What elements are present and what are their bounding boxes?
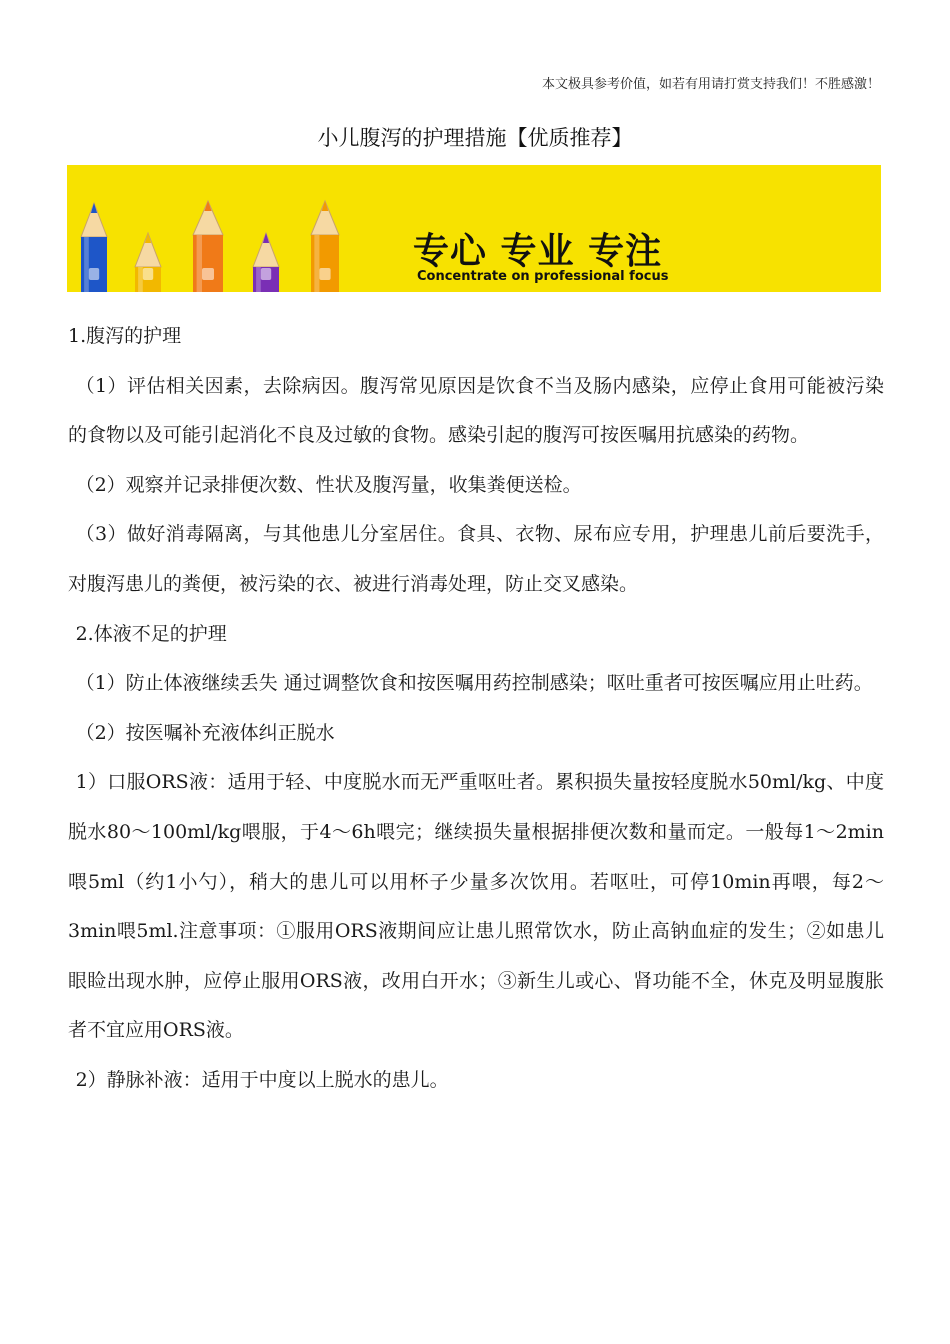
banner-slogan-cn: 专心 专业 专注 xyxy=(413,231,663,272)
paragraph: 2）静脉补液：适用于中度以上脱水的患儿。 xyxy=(75,1068,449,1091)
section-heading: 1.腹泻的护理 xyxy=(68,325,182,347)
paragraph: （3）做好消毒隔离，与其他患儿分室居住。食具、衣物、尿布应专用，护理患儿前后要洗手，对腹泻患儿的粪便，被污染的衣、被进行消毒处理，防止交叉感染。 xyxy=(68,523,884,595)
pencil-icon xyxy=(253,233,279,292)
pencil-icon xyxy=(311,201,339,292)
paragraph: （1）防止体液继续丢失 通过调整饮食和按医嘱用药控制感染；呕吐重者可按医嘱应用止吐药。 xyxy=(75,672,873,695)
pencil-icon xyxy=(193,201,223,292)
header-note: 本文极具参考价值，如若有用请打赏支持我们！不胜感激！ xyxy=(541,77,880,92)
document-title: 小儿腹泻的护理措施【优质推荐】 xyxy=(317,126,633,150)
banner-slogan-en: Concentrate on professional focus xyxy=(417,269,669,284)
banner-image xyxy=(67,165,881,292)
paragraph: 1）口服ORS液：适用于轻、中度脱水而无严重呕吐者。累积损失量按轻度脱水50ml/kg、中度脱水80～100ml/kg喂服，于4～6h喂完；继续损失量根据排便次数和量而定。一般每1～2min喂5ml（约1小勺），稍大的患儿可以用杯子少量多次饮用。若呕吐，可停10min再喂，每2～3min喂5ml.注意事项：①服用ORS液期间应让患儿照常饮水，防止高钠血症的发生；②如患儿眼睑出现水肿，应停止服用ORS液，改用白开水；③新生儿或心、肾功能不全，休克及明显腹胀者不宜应用ORS液。 xyxy=(68,771,884,1042)
paragraph: （2）按医嘱补充液体纠正脱水 xyxy=(75,721,335,744)
section-heading: 2.体液不足的护理 xyxy=(75,622,227,645)
paragraph: （1）评估相关因素，去除病因。腹泻常见原因是饮食不当及肠内感染，应停止食用可能被污染的食物以及可能引起消化不良及过敏的食物。感染引起的腹泻可按医嘱用抗感染的药物。 xyxy=(68,374,884,447)
document-body xyxy=(68,312,884,1106)
paragraph: （2）观察并记录排便次数、性状及腹泻量，收集粪便送检。 xyxy=(75,473,582,496)
pencil-icon xyxy=(81,203,107,292)
pencil-icon xyxy=(135,233,161,292)
